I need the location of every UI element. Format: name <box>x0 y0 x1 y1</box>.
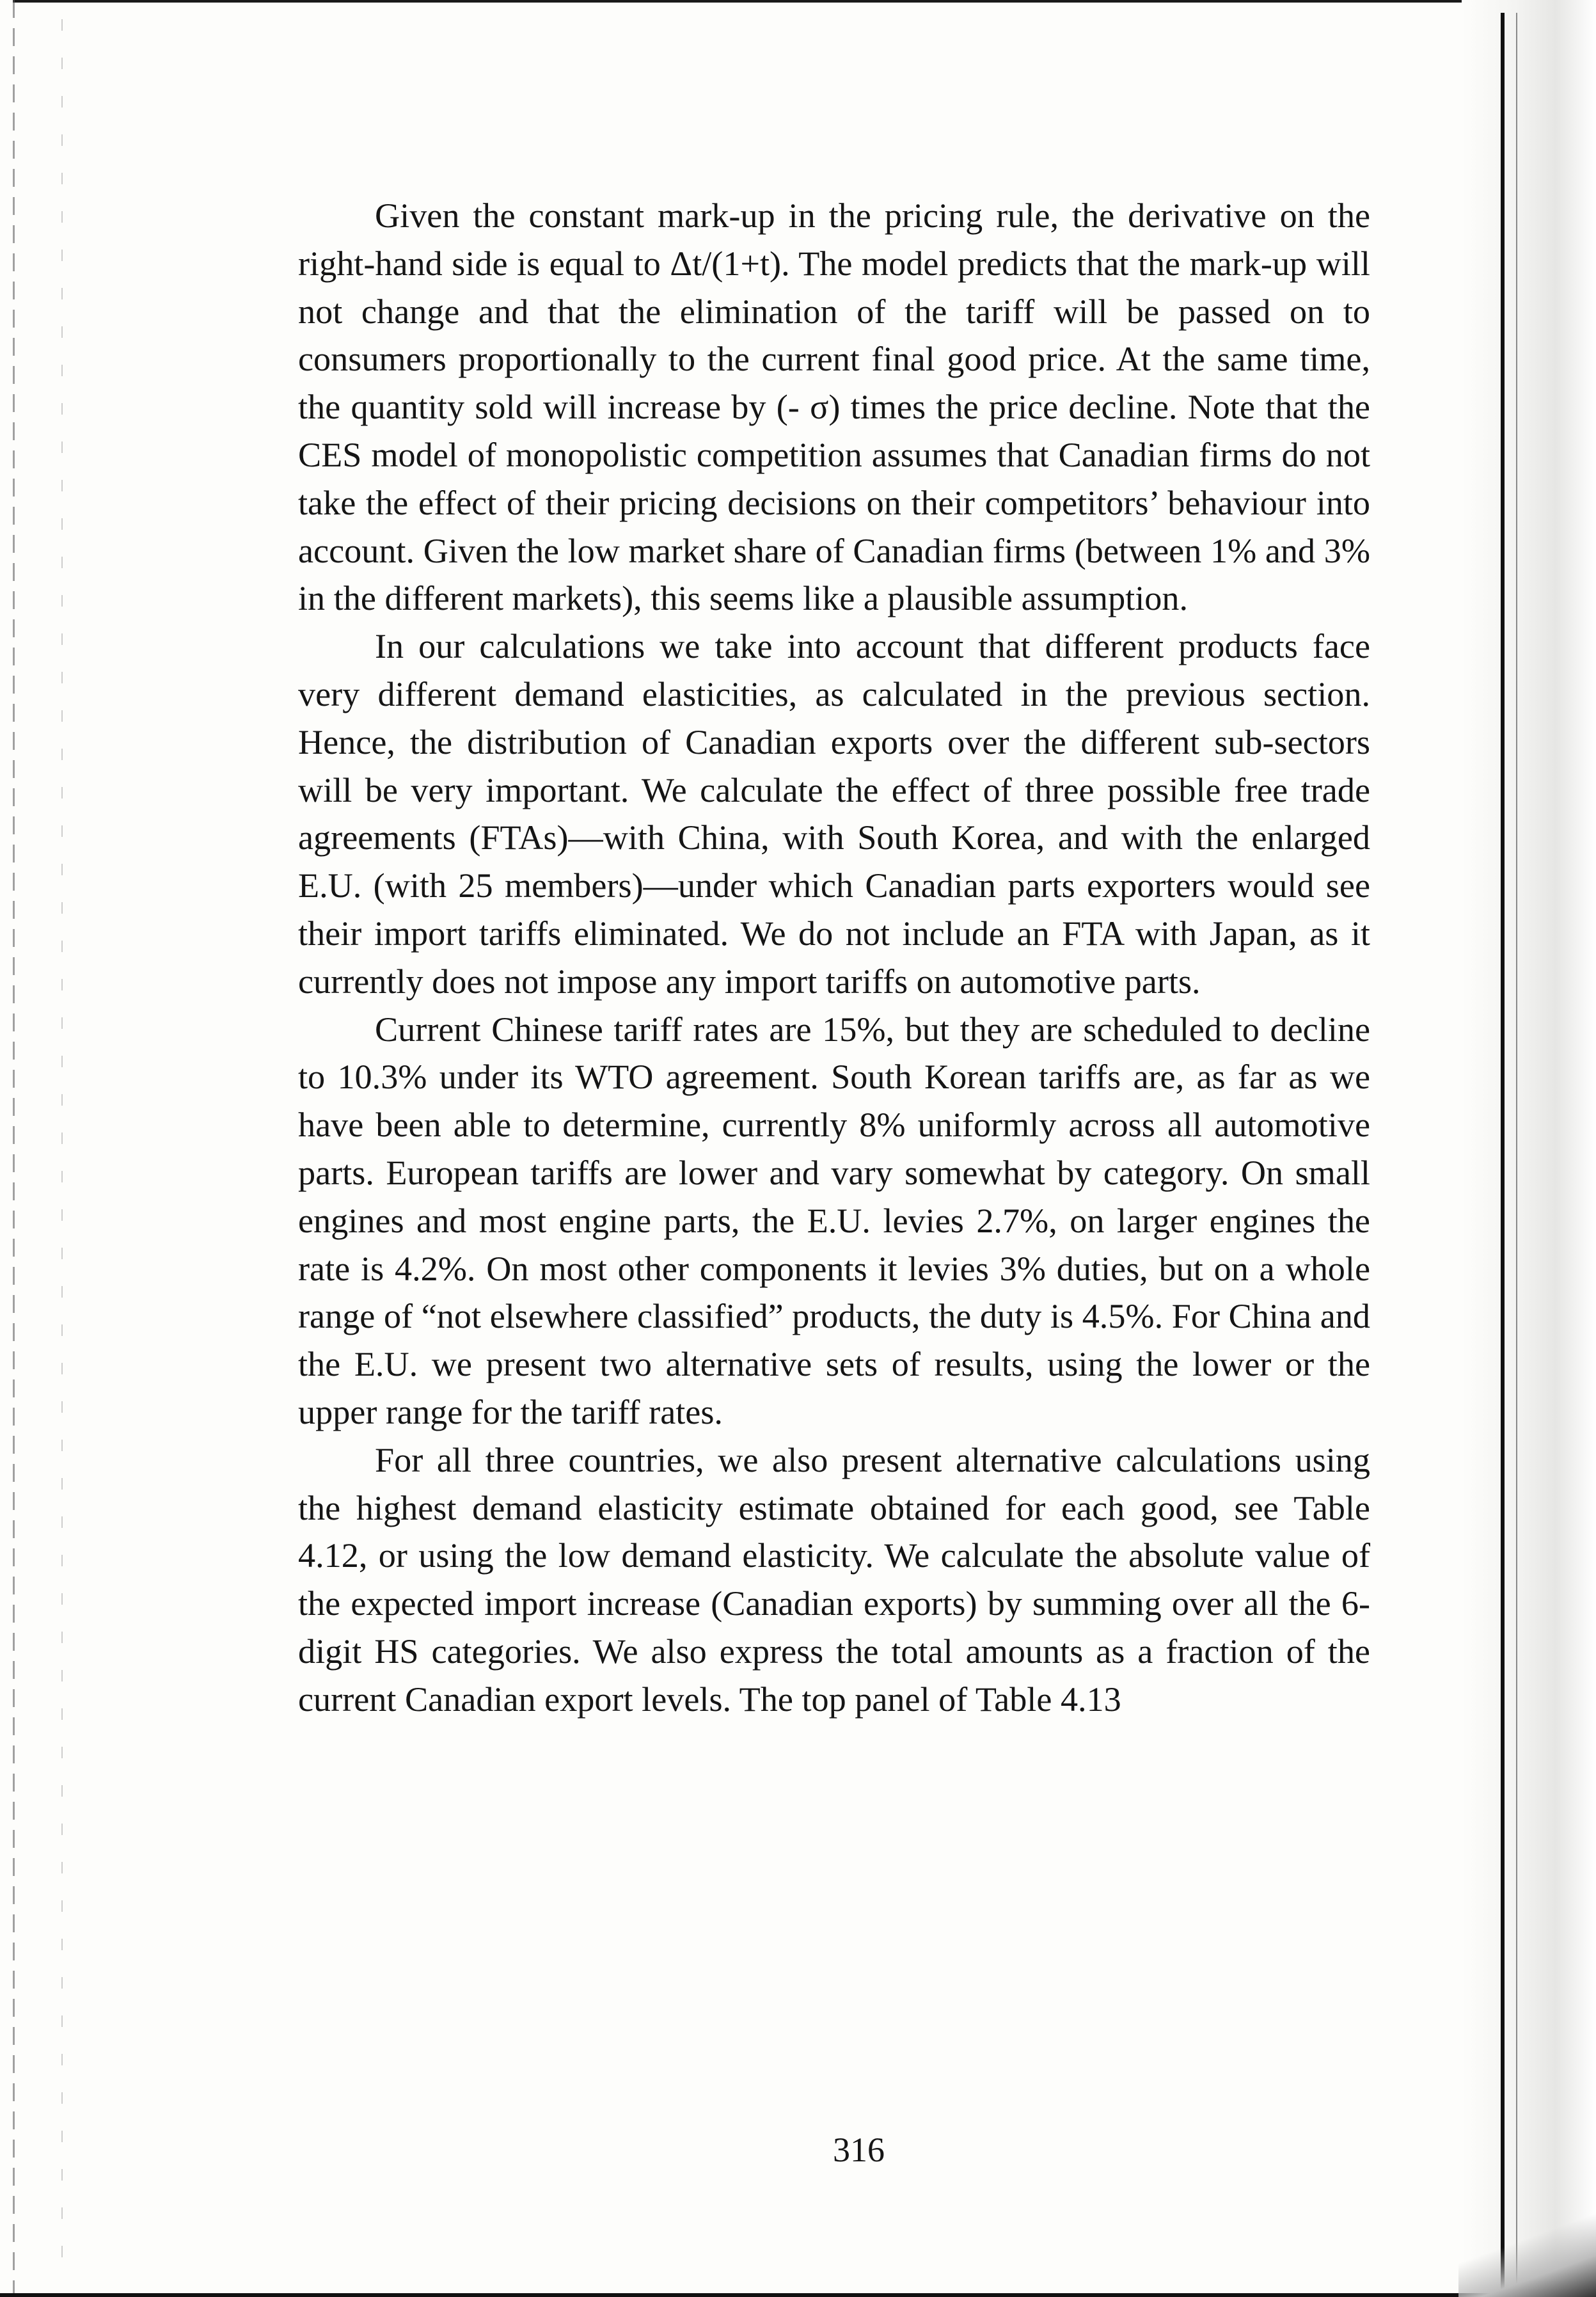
scan-border-left <box>13 0 15 2297</box>
page-number: 316 <box>833 2131 885 2169</box>
paragraph-pricing-rule: Given the constant mark-up in the pricing rule, the derivative on the right-hand side is equal to Δt/(1+t). The model predicts that the mark-up will not change and that the elimination of the tariff will be passed on to consumers proportionally to the current final good price. At the same time, the quantity sold will increase by (- σ) times the price decline. Note that the CES model of monopolistic competition assumes that Canadian firms do not take the effect of their pricing decisions on their competitors’ behaviour into account. Given the low market share of Canadian firms (between 1% and 3% in the different markets), this seems like a plausible assumption. <box>298 196 1370 618</box>
scan-border-bottom <box>0 2293 1596 2297</box>
paragraph-tariff-rates: Current Chinese tariff rates are 15%, but they are scheduled to decline to 10.3% under its WTO agreement. South Korean tariffs are, as far as we have been able to determine, currently 8% uniformly across all automotive parts. European tariffs are lower and vary somewhat by category. On small engines and most engine parts, the E.U. levies 2.7%, on larger engines the rate is 4.2%. On most other components it levies 3% duties, but on a whole range of “not elsewhere classified” products, the duty is 4.5%. For China and the E.U. we present two alternative sets of results, using the lower or the upper range for the tariff rates. <box>298 1010 1370 1431</box>
body-text <box>298 192 1370 1724</box>
paragraph-alternative-calculations: For all three countries, we also present alternative calculations using the highest demand elasticity estimate obtained for each good, see Table 4.12, or using the low demand elasticity. We calculate the absolute value of the expected import increase (Canadian exports) by summing over all the 6-digit HS categories. We also express the total amounts as a fraction of the current Canadian export levels. The top panel of Table 4.13 <box>298 1440 1370 1719</box>
scan-border-top <box>13 0 1497 3</box>
scan-border-left-inner <box>61 19 63 2284</box>
page-gutter-shadow <box>1462 0 1596 2297</box>
page-corner-curl <box>1458 2207 1596 2297</box>
scan-border-right <box>1501 13 1505 2291</box>
scan-border-right-inner <box>1516 13 1517 2291</box>
paragraph-calculations: In our calculations we take into account that different products face very different demand elasticities, as calculated in the previous section. Hence, the distribution of Canadian exports over the different sub-sectors will be very important. We calculate the effect of three possible free trade agreements (FTAs)—with China, with South Korea, and with the enlarged E.U. (with 25 members)—under which Canadian parts exporters would see their import tariffs eliminated. We do not include an FTA with Japan, as it currently does not impose any import tariffs on automotive parts. <box>298 627 1370 1001</box>
